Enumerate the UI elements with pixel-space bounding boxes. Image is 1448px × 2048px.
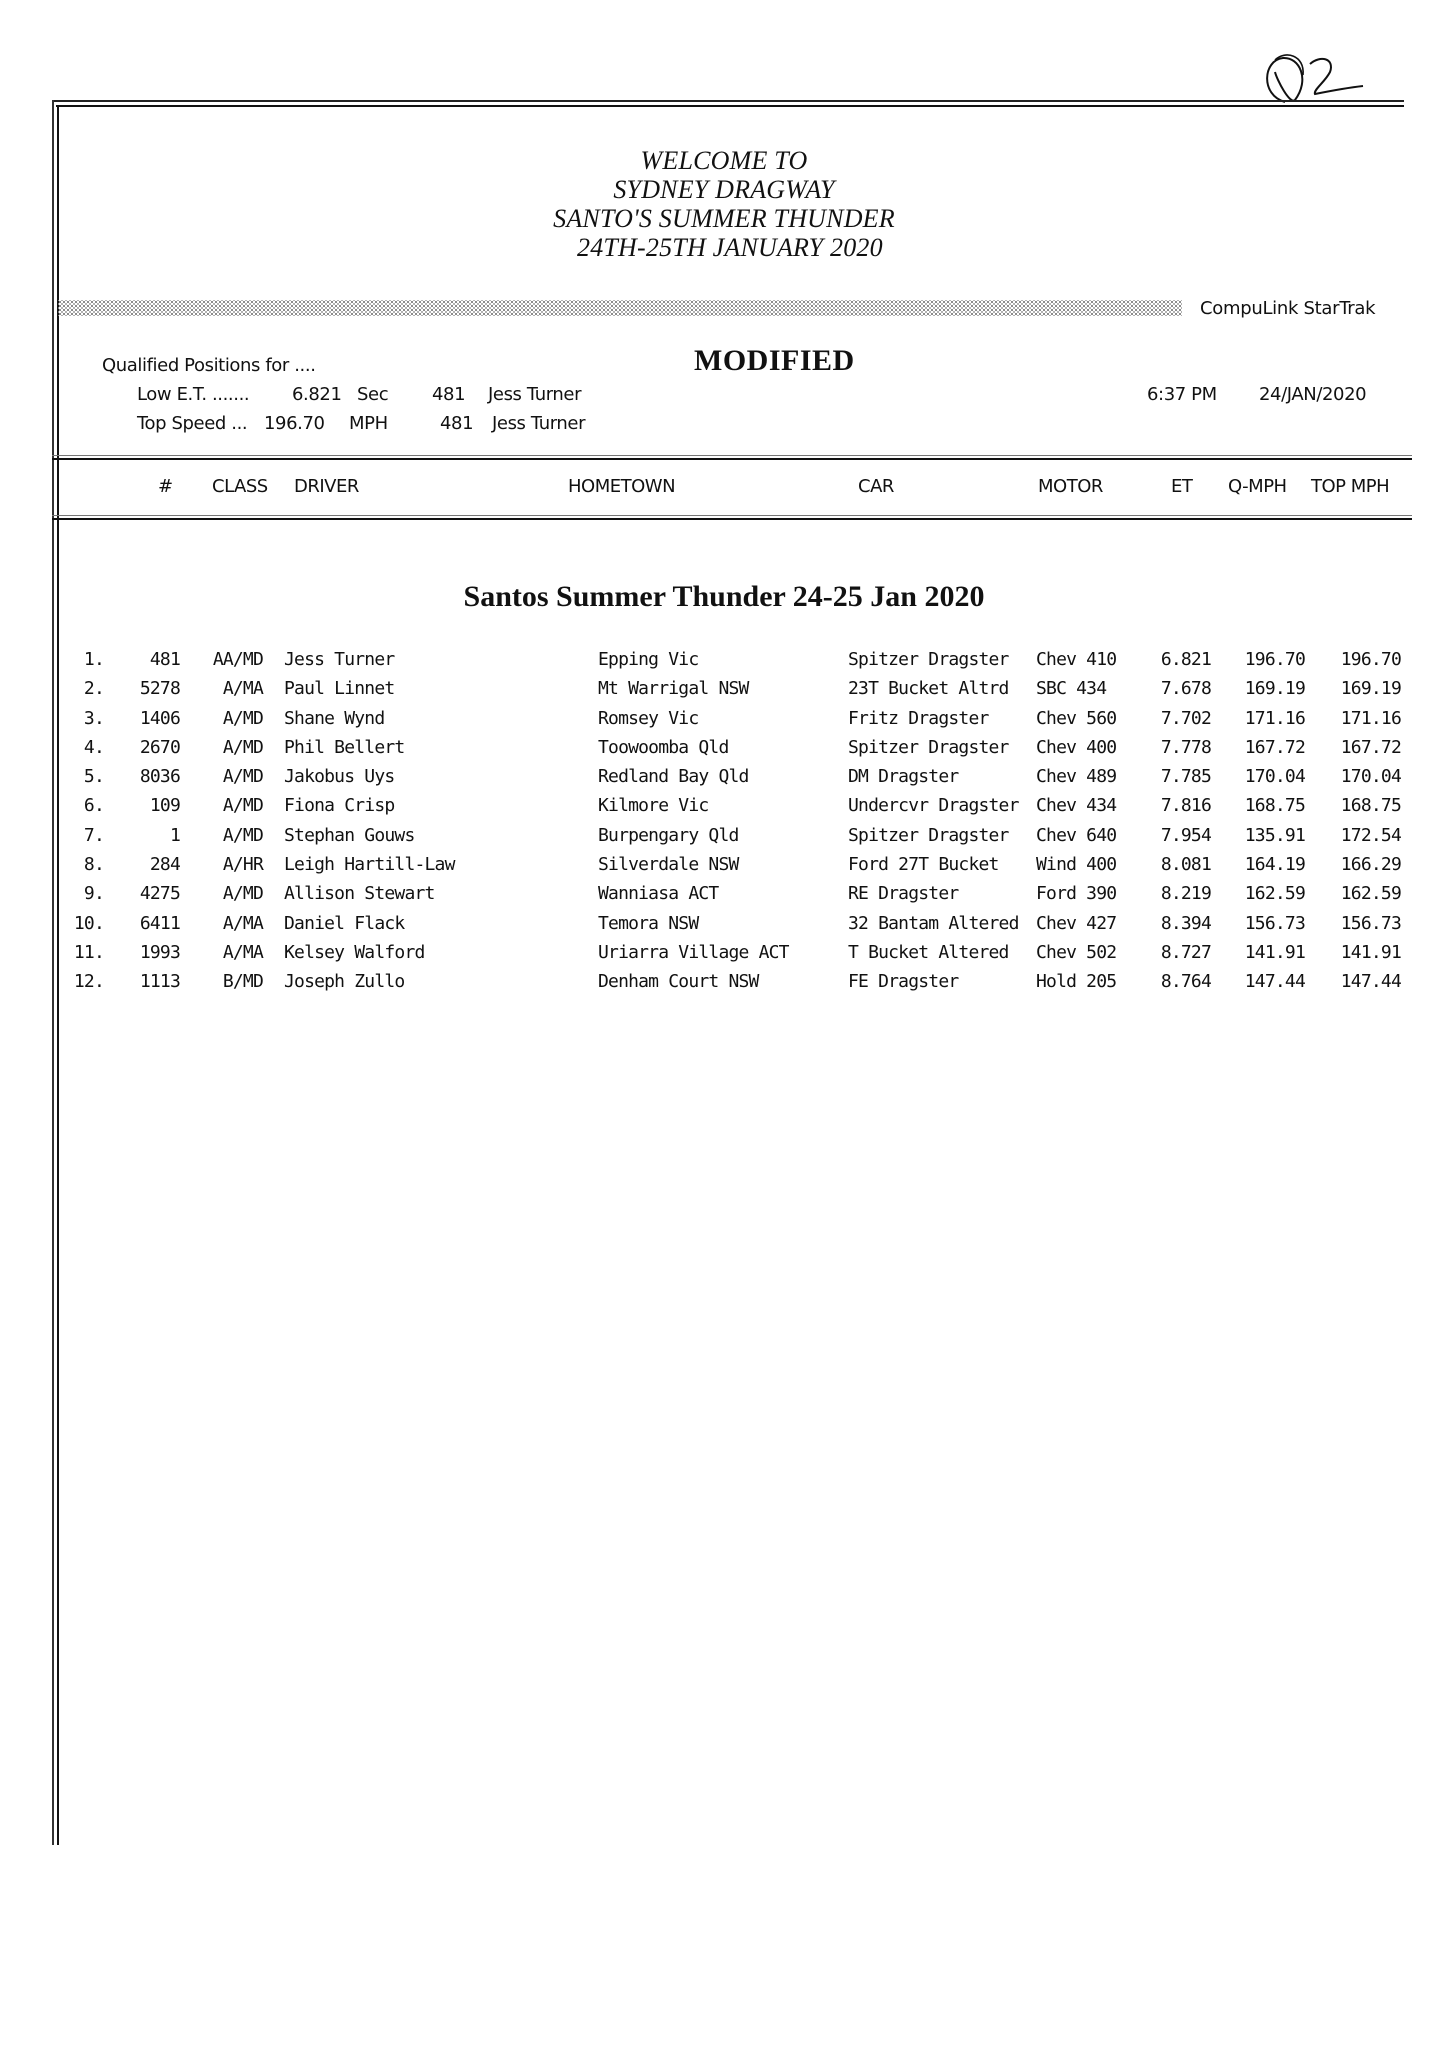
cell-car: Ford 27T Bucket <box>848 854 999 876</box>
cell-class: A/MD <box>222 707 263 729</box>
table-row <box>0 794 1448 823</box>
cell-motor: Chev 410 <box>1036 649 1117 670</box>
top-speed-label: Top Speed ... <box>137 413 248 434</box>
header-rule-bottom-light <box>52 515 1412 516</box>
cell-hometown: Temora NSW <box>598 912 699 934</box>
cell-hometown: Redland Bay Qld <box>598 766 749 788</box>
cell-car-number: 1406 <box>139 707 180 729</box>
cell-class: AA/MD <box>212 649 263 670</box>
cell-class: A/MA <box>222 941 263 963</box>
cell-topmph: 162.59 <box>1340 883 1401 905</box>
cell-motor: Ford 390 <box>1036 883 1117 905</box>
cell-hometown: Denham Court NSW <box>598 971 759 993</box>
col-header-et: ET <box>1171 476 1193 497</box>
cell-motor: Wind 400 <box>1036 854 1117 876</box>
table-row <box>0 853 1448 882</box>
cell-car-number: 6411 <box>139 912 180 934</box>
cell-et: 8.394 <box>1160 912 1211 934</box>
cell-driver: Jakobus Uys <box>284 766 395 788</box>
table-row <box>0 912 1448 941</box>
cell-qmph: 156.73 <box>1244 912 1305 934</box>
report-time: 6:37 PM <box>1147 384 1217 405</box>
col-header-class: CLASS <box>212 476 268 497</box>
col-header-number: # <box>158 476 173 497</box>
cell-position: 11. <box>73 941 104 963</box>
cell-car: 32 Bantam Altered <box>848 912 1019 934</box>
cell-driver: Jess Turner <box>284 649 395 670</box>
cell-car-number: 1113 <box>139 971 180 993</box>
table-row <box>0 707 1448 736</box>
cell-hometown: Silverdale NSW <box>598 854 739 876</box>
cell-topmph: 170.04 <box>1340 766 1401 788</box>
low-et-car-number: 481 <box>432 384 466 405</box>
table-row <box>0 648 1448 677</box>
cell-qmph: 169.19 <box>1244 678 1305 700</box>
col-header-driver: DRIVER <box>294 476 359 497</box>
cell-et: 8.727 <box>1160 941 1211 963</box>
cell-et: 7.785 <box>1160 766 1211 788</box>
header-rule-top <box>52 458 1412 460</box>
cell-car-number: 5278 <box>139 678 180 700</box>
cell-position: 6. <box>83 795 104 817</box>
cell-qmph: 164.19 <box>1244 854 1305 876</box>
cell-car: Fritz Dragster <box>848 707 989 729</box>
frame-top-border-inner <box>56 105 1404 107</box>
results-table <box>0 648 1448 1000</box>
cell-et: 7.778 <box>1160 736 1211 758</box>
cell-et: 8.764 <box>1160 971 1211 993</box>
cell-car: Spitzer Dragster <box>848 649 1009 670</box>
cell-driver: Joseph Zullo <box>284 971 405 993</box>
cell-qmph: 171.16 <box>1244 707 1305 729</box>
cell-et: 8.219 <box>1160 883 1211 905</box>
cell-et: 8.081 <box>1160 854 1211 876</box>
cell-topmph: 172.54 <box>1340 824 1401 846</box>
cell-motor: Chev 502 <box>1036 941 1117 963</box>
category-title: MODIFIED <box>694 344 855 377</box>
cell-car: T Bucket Altered <box>848 941 1009 963</box>
col-header-motor: MOTOR <box>1038 476 1103 497</box>
cell-et: 6.821 <box>1160 649 1211 670</box>
header-line-4: 24TH-25TH JANUARY 2020 <box>577 233 883 262</box>
top-speed-value: 196.70 <box>264 413 325 434</box>
cell-car: 23T Bucket Altrd <box>848 678 1009 700</box>
cell-car: Undercvr Dragster <box>848 795 1019 817</box>
cell-car-number: 1 <box>169 824 180 846</box>
cell-topmph: 168.75 <box>1340 795 1401 817</box>
cell-position: 4. <box>83 736 104 758</box>
cell-topmph: 171.16 <box>1340 707 1401 729</box>
cell-driver: Phil Bellert <box>284 736 405 758</box>
cell-driver: Kelsey Walford <box>284 941 425 963</box>
table-row <box>0 882 1448 911</box>
header-rule-bottom <box>52 518 1412 520</box>
cell-topmph: 166.29 <box>1340 854 1401 876</box>
cell-hometown: Toowoomba Qld <box>598 736 729 758</box>
cell-driver: Leigh Hartill-Law <box>284 854 455 876</box>
cell-position: 10. <box>73 912 104 934</box>
cell-hometown: Epping Vic <box>598 649 699 670</box>
event-title: Santos Summer Thunder 24-25 Jan 2020 <box>463 580 985 613</box>
top-speed-car-number: 481 <box>440 413 474 434</box>
cell-car-number: 8036 <box>139 766 180 788</box>
cell-position: 7. <box>83 824 104 846</box>
cell-hometown: Romsey Vic <box>598 707 699 729</box>
cell-position: 8. <box>83 854 104 876</box>
cell-car: FE Dragster <box>848 971 959 993</box>
cell-motor: Chev 434 <box>1036 795 1117 817</box>
cell-hometown: Wanniasa ACT <box>598 883 719 905</box>
cell-hometown: Mt Warrigal NSW <box>598 678 749 700</box>
table-row <box>0 970 1448 999</box>
cell-et: 7.702 <box>1160 707 1211 729</box>
cell-driver: Stephan Gouws <box>284 824 415 846</box>
cell-car: DM Dragster <box>848 766 959 788</box>
low-et-value: 6.821 <box>292 384 342 405</box>
report-date: 24/JAN/2020 <box>1259 384 1367 405</box>
cell-position: 3. <box>83 707 104 729</box>
cell-hometown: Kilmore Vic <box>598 795 709 817</box>
col-header-topmph: TOP MPH <box>1311 476 1390 497</box>
cell-driver: Shane Wynd <box>284 707 385 729</box>
cell-qmph: 135.91 <box>1244 824 1305 846</box>
cell-hometown: Uriarra Village ACT <box>598 941 789 963</box>
cell-motor: Chev 560 <box>1036 707 1117 729</box>
cell-motor: SBC 434 <box>1036 678 1107 700</box>
brand-label: CompuLink StarTrak <box>1200 298 1376 319</box>
cell-driver: Daniel Flack <box>284 912 405 934</box>
cell-class: A/MD <box>222 824 263 846</box>
cell-qmph: 168.75 <box>1244 795 1305 817</box>
cell-class: B/MD <box>222 971 263 993</box>
cell-motor: Chev 427 <box>1036 912 1117 934</box>
low-et-driver: Jess Turner <box>488 384 582 405</box>
cell-class: A/MA <box>222 912 263 934</box>
col-header-qmph: Q-MPH <box>1228 476 1287 497</box>
cell-topmph: 167.72 <box>1340 736 1401 758</box>
cell-position: 1. <box>83 649 104 670</box>
cell-motor: Hold 205 <box>1036 971 1117 993</box>
cell-class: A/MD <box>222 795 263 817</box>
cell-motor: Chev 400 <box>1036 736 1117 758</box>
table-row <box>0 824 1448 853</box>
header-rule-top-light <box>52 455 1412 456</box>
low-et-label: Low E.T. ....... <box>137 384 250 405</box>
cell-position: 5. <box>83 766 104 788</box>
cell-topmph: 196.70 <box>1340 649 1401 670</box>
cell-driver: Fiona Crisp <box>284 795 395 817</box>
cell-et: 7.954 <box>1160 824 1211 846</box>
cell-car-number: 481 <box>149 649 180 670</box>
cell-position: 2. <box>83 678 104 700</box>
col-header-car: CAR <box>858 476 894 497</box>
cell-qmph: 167.72 <box>1244 736 1305 758</box>
top-speed-driver: Jess Turner <box>492 413 586 434</box>
cell-qmph: 162.59 <box>1244 883 1305 905</box>
cell-qmph: 170.04 <box>1244 766 1305 788</box>
cell-qmph: 196.70 <box>1244 649 1305 670</box>
col-header-hometown: HOMETOWN <box>568 476 676 497</box>
cell-et: 7.816 <box>1160 795 1211 817</box>
low-et-unit: Sec <box>357 384 389 405</box>
table-row <box>0 765 1448 794</box>
header-line-3: SANTO'S SUMMER THUNDER <box>553 204 895 233</box>
cell-car-number: 109 <box>149 795 180 817</box>
cell-car-number: 284 <box>149 854 180 876</box>
table-row <box>0 677 1448 706</box>
header-line-1: WELCOME TO <box>640 146 808 175</box>
cell-qmph: 141.91 <box>1244 941 1305 963</box>
qualified-label: Qualified Positions for .... <box>102 355 316 376</box>
cell-car-number: 2670 <box>139 736 180 758</box>
cell-motor: Chev 489 <box>1036 766 1117 788</box>
cell-position: 9. <box>83 883 104 905</box>
cell-car: Spitzer Dragster <box>848 736 1009 758</box>
frame-top-border <box>52 100 1404 102</box>
cell-class: A/MD <box>222 766 263 788</box>
cell-hometown: Burpengary Qld <box>598 824 739 846</box>
cell-car-number: 4275 <box>139 883 180 905</box>
header-line-2: SYDNEY DRAGWAY <box>613 175 835 204</box>
cell-topmph: 141.91 <box>1340 941 1401 963</box>
top-speed-unit: MPH <box>349 413 388 434</box>
stipple-divider <box>58 300 1182 316</box>
table-row <box>0 941 1448 970</box>
cell-class: A/MD <box>222 736 263 758</box>
cell-topmph: 169.19 <box>1340 678 1401 700</box>
cell-car: RE Dragster <box>848 883 959 905</box>
cell-class: A/HR <box>222 854 263 876</box>
cell-driver: Allison Stewart <box>284 883 435 905</box>
cell-driver: Paul Linnet <box>284 678 395 700</box>
cell-class: A/MD <box>222 883 263 905</box>
cell-class: A/MA <box>222 678 263 700</box>
cell-qmph: 147.44 <box>1244 971 1305 993</box>
cell-car: Spitzer Dragster <box>848 824 1009 846</box>
table-row <box>0 736 1448 765</box>
cell-car-number: 1993 <box>139 941 180 963</box>
cell-topmph: 147.44 <box>1340 971 1401 993</box>
cell-position: 12. <box>73 971 104 993</box>
cell-topmph: 156.73 <box>1340 912 1401 934</box>
cell-motor: Chev 640 <box>1036 824 1117 846</box>
cell-et: 7.678 <box>1160 678 1211 700</box>
